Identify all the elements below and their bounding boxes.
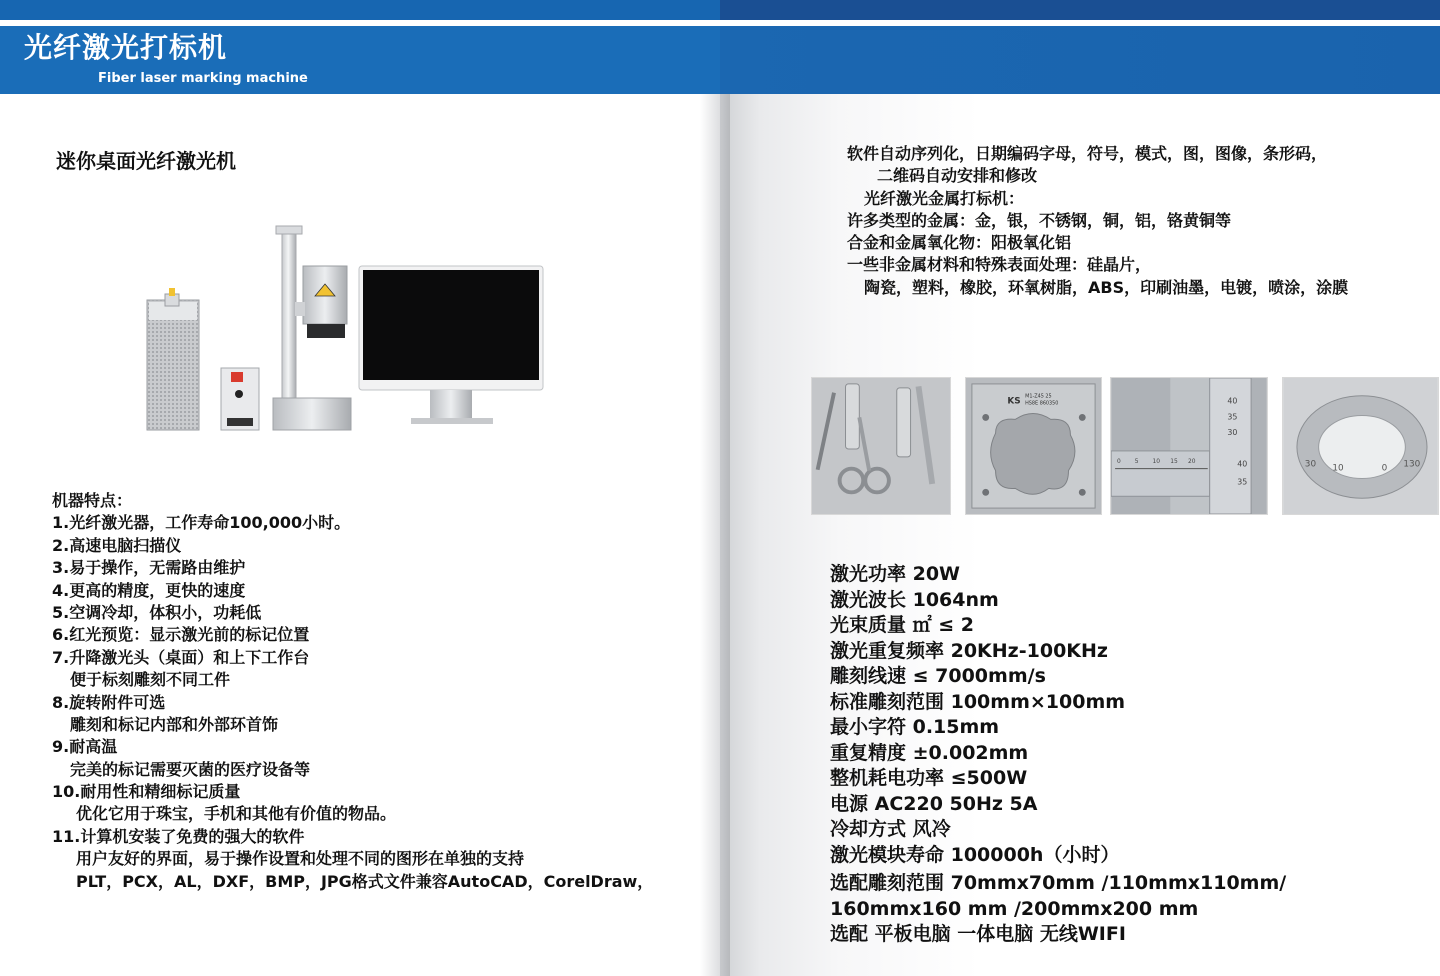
feature-item: 3.易于操作，无需路由维护	[52, 558, 246, 578]
spec-item: 激光功率 20W	[830, 563, 961, 585]
ruler-number: 10	[1152, 458, 1161, 465]
features-heading: 机器特点：	[52, 491, 133, 510]
ring-mark: 130	[1403, 459, 1421, 470]
mold-mark: M1-Z45 25	[1025, 393, 1052, 400]
ruler-number: 30	[1227, 428, 1238, 438]
materials-line: 合金和金属氧化物：阳极氧化铝	[847, 233, 1072, 253]
feature-item: 1.光纤激光器，工作寿命100,000小时。	[52, 513, 351, 533]
feature-detail: 完美的标记需要灭菌的医疗设备等	[70, 759, 311, 779]
feature-detail: 便于标刻雕刻不同工件	[70, 670, 231, 690]
laser-source-unit	[147, 288, 199, 430]
software-line: 二维码自动安排和修改	[877, 166, 1038, 186]
spec-item: 光束质量 ㎡ ≤ 2	[830, 614, 974, 636]
feature-item: 5.空调冷却，体积小，功耗低	[52, 602, 262, 622]
spec-item: 雕刻线速 ≤ 7000mm/s	[830, 665, 1046, 687]
spec-item: 最小字符 0.15mm	[830, 716, 1000, 738]
materials-line: 陶瓷，塑料，橡胶，环氧树脂，ABS，印刷油墨，电镀，喷涂，涂膜	[864, 277, 1349, 297]
brochure-subtitle: Fiber laser marking machine	[98, 71, 308, 86]
sample-photos	[811, 377, 1440, 517]
spec-item: 选配 平板电脑 一体电脑 无线WIFI	[830, 923, 1126, 945]
product-photo	[135, 222, 555, 442]
feature-detail: 雕刻和标记内部和外部环首饰	[70, 714, 279, 734]
spec-item: 重复精度 ±0.002mm	[830, 741, 1029, 764]
header-top-strip-right	[720, 0, 1440, 20]
software-line: 软件自动序列化，日期编码字母，符号，模式，图，图像，条形码，	[847, 144, 1328, 163]
ruler-number: 40	[1227, 396, 1238, 406]
ruler-number: 5	[1134, 458, 1139, 465]
sample-photo-tools	[811, 377, 951, 515]
feature-item: 2.高速电脑扫描仪	[52, 535, 182, 555]
feature-item: 7.升降激光头（桌面）和上下工作台	[52, 647, 310, 667]
feature-item: 8.旋转附件可选	[52, 692, 166, 712]
spec-item: 电源 AC220 50Hz 5A	[830, 792, 1038, 815]
software-and-materials	[847, 143, 1427, 299]
spec-item: 激光模块寿命 100000h（小时）	[830, 843, 1120, 866]
feature-item: 9.耐高温	[52, 737, 118, 757]
feature-item: 11.计算机安装了免费的强大的软件	[52, 826, 305, 846]
brochure-title: 光纤激光打标机	[24, 31, 228, 64]
spec-item: 激光重复频率 20KHz-100KHz	[830, 639, 1108, 662]
sample-photo-micrometer	[1110, 377, 1268, 515]
ring-mark: 0	[1381, 463, 1388, 474]
marking-head	[273, 226, 351, 430]
spec-item: 冷却方式 风冷	[830, 818, 951, 840]
ruler-number: 35	[1227, 412, 1238, 422]
spec-item: 选配雕刻范围 70mmx70mm /110mmx110mm/	[830, 872, 1287, 894]
spec-item: 整机耗电功率 ≤500W	[830, 767, 1028, 789]
header-band-right	[720, 26, 1440, 94]
feature-item: 4.更高的精度，更快的速度	[52, 580, 246, 600]
feature-item: 10.耐用性和精细标记质量	[52, 782, 241, 802]
specifications-list	[830, 562, 1430, 948]
ruler-number: 20	[1188, 458, 1196, 465]
mold-mark: HS8E 860350	[1025, 400, 1059, 407]
materials-line: 一些非金属材料和特殊表面处理：硅晶片，	[847, 255, 1152, 275]
spec-item: 160mmx160 mm /200mmx200 mm	[830, 897, 1199, 920]
sample-photo-ring	[1282, 377, 1439, 515]
sample-photo-mold	[965, 377, 1102, 515]
page-fold-shadow	[700, 0, 730, 976]
feature-detail: 优化它用于珠宝，手机和其他有价值的物品。	[76, 804, 397, 824]
feature-item: 6.红光预览：显示激光前的标记位置	[52, 625, 310, 645]
mold-mark: KS	[1007, 396, 1021, 407]
features-list	[52, 490, 692, 893]
materials-heading: 光纤激光金属打标机：	[864, 188, 1025, 208]
ruler-number: 15	[1170, 458, 1178, 465]
ruler-number: 40	[1237, 459, 1248, 469]
control-box	[221, 368, 259, 430]
monitor	[359, 266, 543, 424]
product-title: 迷你桌面光纤激光机	[56, 149, 236, 173]
spec-item: 标准雕刻范围 100mm×100mm	[830, 690, 1126, 713]
ruler-number: 0	[1117, 458, 1121, 465]
ring-mark: 30	[1304, 459, 1317, 470]
feature-detail: PLT，PCX，AL，DXF，BMP，JPG格式文件兼容AutoCAD，CorelDraw，	[76, 871, 654, 891]
ring-mark: 10	[1332, 463, 1344, 474]
spec-item: 激光波长 1064nm	[830, 588, 999, 611]
feature-detail: 用户友好的界面，易于操作设置和处理不同的图形在单独的支持	[76, 849, 525, 869]
materials-line: 许多类型的金属：金，银，不锈钢，铜，铝，铬黄铜等	[847, 210, 1232, 230]
ruler-number: 35	[1237, 477, 1248, 487]
